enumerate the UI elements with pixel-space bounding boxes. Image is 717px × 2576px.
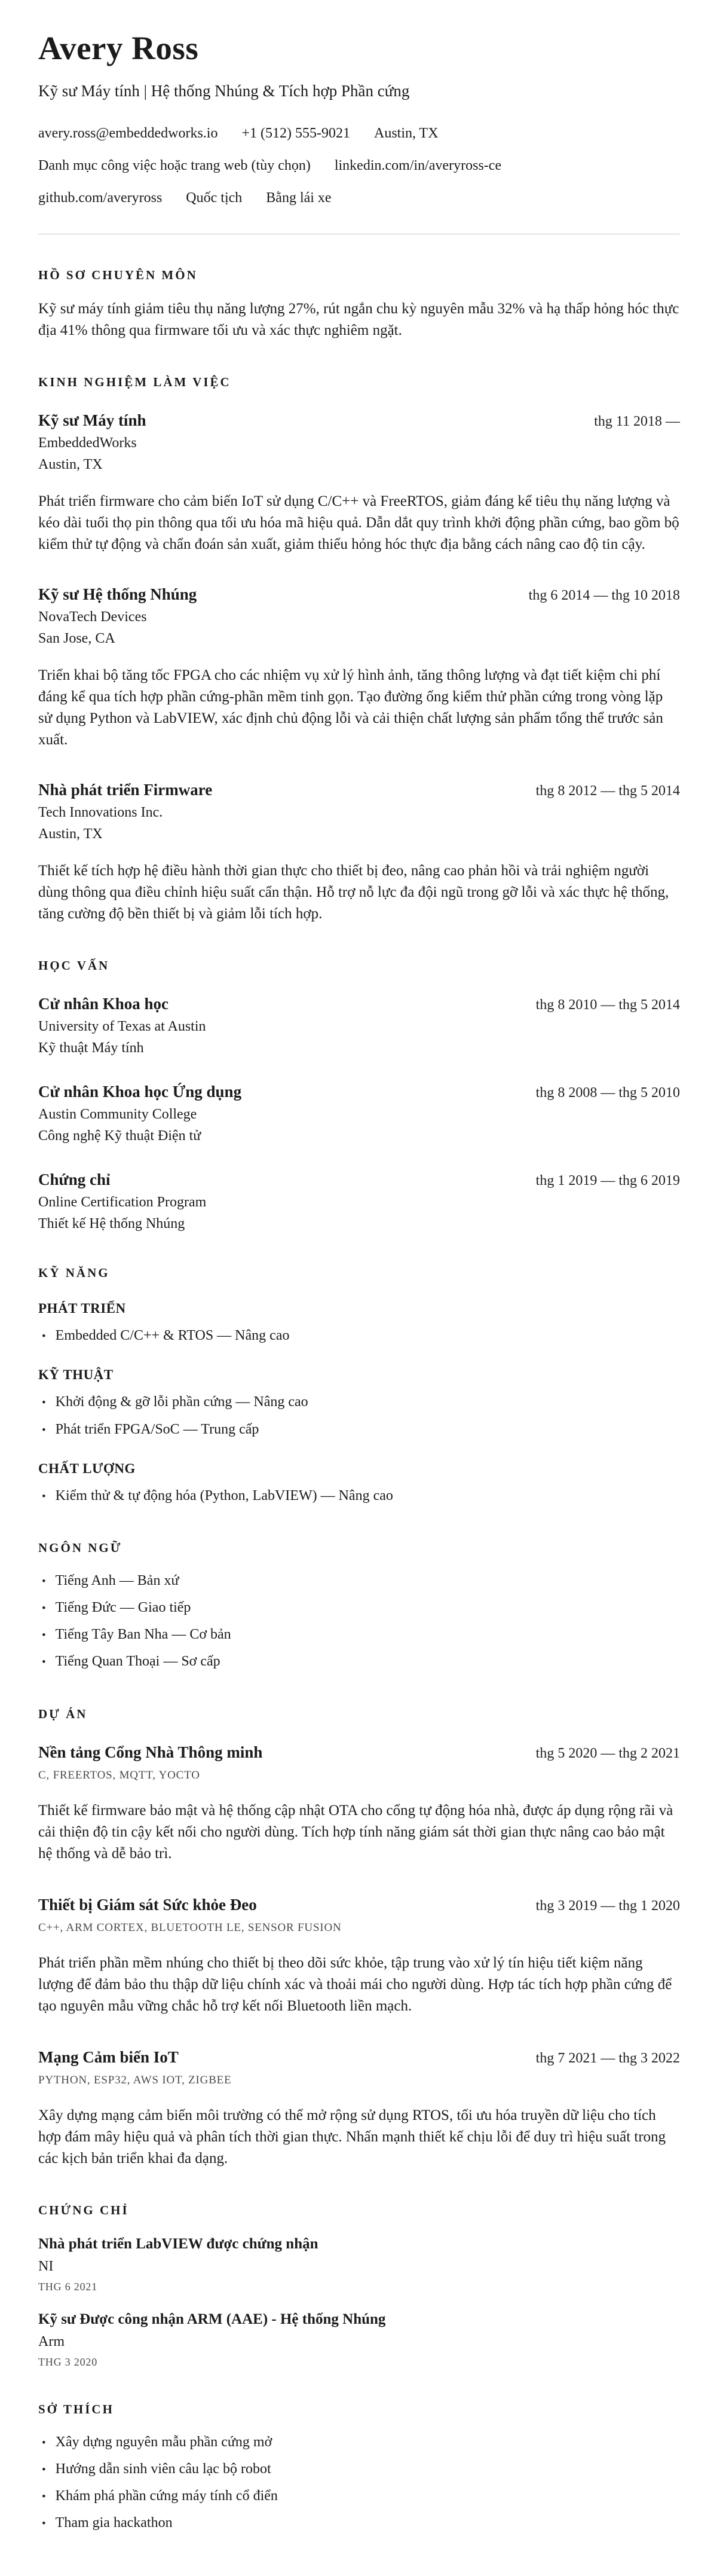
job-entry: [38, 585, 680, 751]
education-field: Thiết kế Hệ thống Nhúng: [38, 1216, 185, 1232]
skill-item-label: Phát triển FPGA/SoC — Trung cấp: [55, 1421, 259, 1437]
profile-summary: Kỹ sư máy tính giảm tiêu thụ năng lượng 27%, rút ngắn chu kỳ nguyên mẫu 32% và hạ thấp hỏng hóc thực địa 41% thông qua firmware tối ưu và xác thực nghiêm ngặt.: [38, 301, 679, 339]
contact-row-3: [38, 190, 680, 206]
bullet-icon: •: [42, 1490, 46, 1503]
education-entry: [38, 995, 680, 1056]
education-field: Công nghệ Kỹ thuật Điện tử: [38, 1128, 201, 1144]
language-item-label: Tiếng Tây Ban Nha — Cơ bản: [55, 1627, 231, 1643]
bullet-icon: •: [42, 1602, 46, 1615]
skill-list: [38, 1391, 680, 1440]
job-entry: [38, 781, 680, 925]
education-title-row: [38, 1171, 680, 1189]
certification-date: THG 3 2020: [38, 2355, 97, 2368]
job-dates: thg 8 2012 — thg 5 2014: [535, 783, 680, 799]
project-description: Thiết kế firmware bảo mật và hệ thống cập nhật OTA cho cổng tự động hóa nhà, được áp dụng rộng rãi và cải thiện độ tin cậy kết nối cho người dùng. Tích hợp tính năng giám sát thời gian thực nâng cao bảo mật hệ thống và dễ bảo trì.: [38, 1802, 673, 1862]
project-dates: thg 3 2019 — thg 1 2020: [535, 1897, 680, 1914]
resume-header: [38, 31, 680, 234]
contact-location: Austin, TX: [373, 126, 439, 142]
section-interests: [38, 2402, 680, 2535]
certification-issuer: NI: [38, 2258, 54, 2274]
job-description: Phát triển firmware cho cảm biến IoT sử dụng C/C++ và FreeRTOS, giảm đáng kể tiêu thụ năng lượng và kéo dài tuổi thọ pin thông qua tối ưu hóa mã hiệu quả. Dẫn dắt quy trình khởi động phần cứng, bao gồm bộ kiểm thử tự động và chẩn đoán sản xuất, giảm thiểu hỏng hóc thực địa bằng cách nâng cao độ tin cậy.: [38, 493, 679, 553]
language-item-label: Tiếng Anh — Bản xứ: [55, 1572, 179, 1588]
language-item: [38, 1624, 680, 1646]
certification-date: THG 6 2021: [38, 2280, 97, 2293]
job-company: EmbeddedWorks: [38, 435, 137, 451]
certifications-heading: CHỨNG CHỈ: [38, 2202, 129, 2217]
contact-linkedin: linkedin.com/in/averyross-ce: [334, 158, 502, 174]
certification-name: Nhà phát triển LabVIEW được chứng nhận: [38, 2235, 318, 2252]
project-entry: [38, 1896, 680, 2017]
project-description: Xây dựng mạng cảm biến môi trường có thể mở rộng sử dụng RTOS, tối ưu hóa truyền dữ liệu cho tích hợp đám mây hiệu quả và phân tích thời gian thực. Nhấn mạnh thiết kế chịu lỗi để duy trì hiệu suất trong các kịch bản triển khai đa dạng.: [38, 2107, 666, 2166]
skill-item: [38, 1391, 680, 1413]
education-degree: Chứng chỉ: [38, 1171, 111, 1189]
education-dates: thg 1 2019 — thg 6 2019: [535, 1173, 680, 1189]
education-field: Kỹ thuật Máy tính: [38, 1040, 144, 1056]
project-tech: C++, ARM CORTEX, BLUETOOTH LE, SENSOR FUSION: [38, 1921, 342, 1934]
project-entry: [38, 1743, 680, 1865]
interest-list: [38, 2431, 680, 2535]
interest-item-label: Tham gia hackathon: [55, 2515, 173, 2531]
education-heading: HỌC VẤN: [38, 958, 110, 973]
job-description: Triển khai bộ tăng tốc FPGA cho các nhiệm vụ xử lý hình ảnh, tăng thông lượng và đạt tiết kiệm chi phí đáng kể qua tích hợp phần cứng-phần mềm tinh gọn. Tạo đường ống kiểm thử phần cứng trong vòng lặp sử dụng Python và LabVIEW, xác định chủ động lỗi và cải thiện chất lượng sản phẩm tổng thể trước sản xuất.: [38, 667, 663, 748]
section-languages: [38, 1541, 680, 1673]
contact-email: avery.ross@embeddedworks.io: [38, 126, 218, 142]
bullet-icon: •: [42, 1656, 46, 1669]
education-entry: [38, 1171, 680, 1232]
certification-entry: [38, 2236, 680, 2293]
job-location: Austin, TX: [38, 826, 103, 842]
section-profile: [38, 268, 680, 341]
education-degree: Cử nhân Khoa học Ứng dụng: [38, 1083, 242, 1101]
education-title-row: [38, 1083, 680, 1101]
profile-heading: HỒ SƠ CHUYÊN MÔN: [38, 268, 198, 283]
job-company: Tech Innovations Inc.: [38, 805, 163, 821]
contact-driving-license: Bằng lái xe: [266, 190, 332, 206]
education-school: Online Certification Program: [38, 1194, 207, 1211]
education-degree: Cử nhân Khoa học: [38, 995, 169, 1013]
job-company: NovaTech Devices: [38, 609, 147, 625]
interest-item: [38, 2512, 680, 2534]
education-dates: thg 8 2008 — thg 5 2010: [535, 1085, 680, 1101]
bullet-icon: •: [42, 2517, 46, 2531]
interest-item: [38, 2485, 680, 2507]
certification-issuer: Arm: [38, 2333, 65, 2349]
skill-group-name: PHÁT TRIỂN: [38, 1301, 126, 1316]
project-title-row: [38, 2048, 680, 2067]
skill-item-label: Khởi động & gỡ lỗi phần cứng — Nâng cao: [55, 1394, 308, 1410]
project-name: Mạng Cảm biến IoT: [38, 2048, 179, 2066]
job-dates: thg 6 2014 — thg 10 2018: [528, 588, 680, 604]
section-skills: [38, 1266, 680, 1507]
interests-heading: SỞ THÍCH: [38, 2401, 114, 2416]
job-title-row: [38, 781, 680, 799]
languages-heading: NGÔN NGỮ: [38, 1540, 122, 1555]
project-tech: PYTHON, ESP32, AWS IOT, ZIGBEE: [38, 2073, 232, 2086]
bullet-icon: •: [42, 2491, 46, 2504]
project-title-row: [38, 1743, 680, 1762]
experience-heading: KINH NGHIỆM LÀM VIỆC: [38, 375, 231, 390]
contact-row-1: [38, 126, 680, 142]
bullet-icon: •: [42, 1629, 46, 1642]
project-title-row: [38, 1896, 680, 1914]
skill-group-name: CHẤT LƯỢNG: [38, 1460, 136, 1476]
bullet-icon: •: [42, 1575, 46, 1588]
job-title: Nhà phát triển Firmware: [38, 781, 213, 799]
job-title: Kỹ sư Máy tính: [38, 411, 146, 430]
interest-item-label: Khám phá phần cứng máy tính cổ điển: [55, 2488, 278, 2504]
contact-citizenship: Quốc tịch: [186, 190, 243, 206]
education-school: Austin Community College: [38, 1107, 197, 1123]
certification-entry: [38, 2311, 680, 2369]
language-item-label: Tiếng Đức — Giao tiếp: [55, 1600, 191, 1616]
section-experience: [38, 375, 680, 925]
project-dates: thg 7 2021 — thg 3 2022: [535, 2050, 680, 2066]
skill-item: [38, 1325, 680, 1347]
projects-heading: DỰ ÁN: [38, 1706, 88, 1721]
bullet-icon: •: [42, 1423, 46, 1437]
skills-heading: KỸ NĂNG: [38, 1266, 110, 1281]
job-title-row: [38, 411, 680, 430]
job-dates: thg 11 2018 —: [594, 414, 680, 430]
section-education: [38, 958, 680, 1232]
project-entry: [38, 2048, 680, 2169]
skill-item-label: Kiểm thử & tự động hóa (Python, LabVIEW) — Nâng cao: [55, 1487, 393, 1504]
skill-item-label: Embedded C/C++ & RTOS — Nâng cao: [55, 1328, 290, 1344]
job-entry: [38, 411, 680, 555]
interest-item-label: Xây dựng nguyên mẫu phần cứng mở: [55, 2434, 272, 2450]
language-item: [38, 1570, 680, 1592]
interest-item: [38, 2431, 680, 2453]
section-projects: [38, 1707, 680, 2169]
education-school: University of Texas at Austin: [38, 1019, 206, 1035]
job-location: San Jose, CA: [38, 631, 115, 647]
interest-item-label: Hướng dẫn sinh viên câu lạc bộ robot: [55, 2461, 271, 2477]
language-item: [38, 1651, 680, 1673]
project-tech: C, FREERTOS, MQTT, YOCTO: [38, 1768, 200, 1781]
interest-item: [38, 2458, 680, 2480]
project-name: Nền tảng Cổng Nhà Thông minh: [38, 1743, 263, 1761]
skill-item: [38, 1419, 680, 1441]
bullet-icon: •: [42, 1397, 46, 1410]
job-title: Kỹ sư Hệ thống Nhúng: [38, 585, 197, 604]
job-description: Thiết kế tích hợp hệ điều hành thời gian thực cho thiết bị đeo, nâng cao phản hồi và trải nghiệm người dùng thông qua điều chỉnh hiệu suất cẩn thận. Hỗ trợ nỗ lực đa đội ngũ trong gỡ lỗi và xác thực hệ thống, tăng cường độ bền thiết bị và giảm lỗi tích hợp.: [38, 863, 669, 922]
project-name: Thiết bị Giám sát Sức khỏe Đeo: [38, 1895, 257, 1914]
skill-list: [38, 1325, 680, 1347]
language-item-label: Tiếng Quan Thoại — Sơ cấp: [55, 1654, 220, 1670]
person-headline: Kỹ sư Máy tính | Hệ thống Nhúng & Tích hợp Phần cứng: [38, 81, 410, 100]
contact-phone: +1 (512) 555-9021: [241, 126, 350, 142]
skill-group-name: KỸ THUẬT: [38, 1367, 114, 1383]
contact-github: github.com/averyross: [38, 190, 163, 206]
certification-name: Kỹ sư Được công nhận ARM (AAE) - Hệ thống Nhúng: [38, 2311, 386, 2327]
job-location: Austin, TX: [38, 457, 103, 473]
project-description: Phát triển phần mềm nhúng cho thiết bị theo dõi sức khỏe, tập trung vào xử lý tín hiệu tiết kiệm năng lượng để đảm bảo thu thập dữ liệu chính xác và thoải mái cho người dùng. Hợp tác tích hợp phần cứng để tạo nguyên mẫu vững chắc hỗ trợ kết nối Bluetooth liền mạch.: [38, 1954, 672, 2014]
contact-portfolio: Danh mục công việc hoặc trang web (tùy chọn): [38, 158, 311, 174]
job-title-row: [38, 585, 680, 604]
bullet-icon: •: [42, 2463, 46, 2476]
education-dates: thg 8 2010 — thg 5 2014: [535, 997, 680, 1013]
section-certifications: [38, 2203, 680, 2369]
skill-item: [38, 1485, 680, 1507]
skill-list: [38, 1485, 680, 1507]
bullet-icon: •: [42, 1330, 46, 1343]
language-list: [38, 1570, 680, 1673]
education-entry: [38, 1083, 680, 1144]
education-title-row: [38, 995, 680, 1013]
language-item: [38, 1597, 680, 1619]
person-name: Avery Ross: [38, 30, 199, 66]
project-dates: thg 5 2020 — thg 2 2021: [535, 1745, 680, 1761]
contact-row-2: [38, 158, 680, 174]
bullet-icon: •: [42, 2436, 46, 2449]
